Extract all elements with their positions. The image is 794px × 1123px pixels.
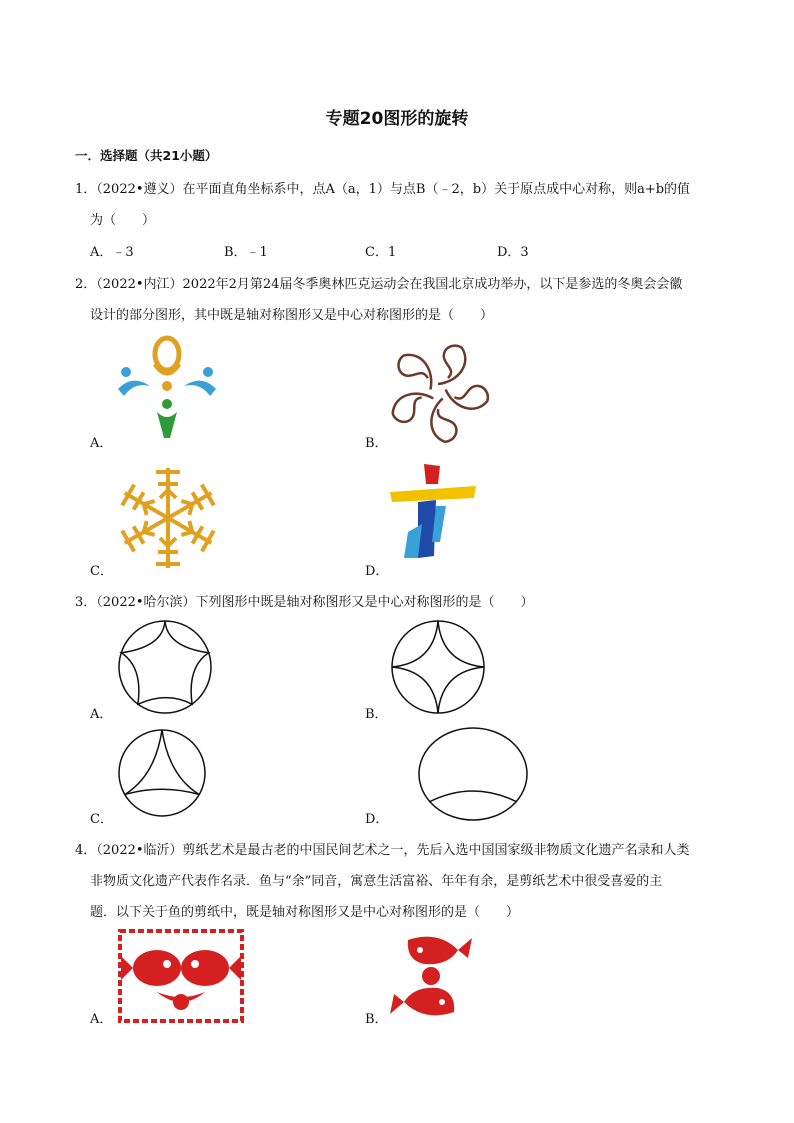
q2-line1: 2．（2022•内江）2022年2月第24届冬季奥林匹克运动会在我国北京成功举办，以下是参选的冬奥会会徽 <box>75 277 683 292</box>
q1-option-b[interactable]: B．﹣1 <box>224 245 268 260</box>
q1-line1: 1．（2022•遵义）在平面直角坐标系中，点A（a，1）与点B（﹣2，b）关于原点成中心对称，则a+b的值 <box>75 182 691 197</box>
q3-line1: 3．（2022•哈尔滨）下列图形中既是轴对称图形又是中心对称图形的是（ ） <box>75 595 534 610</box>
section-heading: 一．选择题（共21小题） <box>75 148 218 163</box>
q4-option-a[interactable]: A． <box>90 1012 113 1027</box>
q4-option-b[interactable]: B． <box>365 1012 388 1027</box>
q2-option-c[interactable]: C． <box>90 564 113 579</box>
q4-figure-b-papercut-fish <box>388 930 474 1022</box>
q2-figure-c-snowflake <box>112 462 224 574</box>
q2-figure-b-knot <box>386 340 490 444</box>
q3-figure-b-four-arcs <box>390 619 486 715</box>
q2-figure-d-flag <box>388 462 480 562</box>
q3-figure-c-three-arcs <box>117 728 207 818</box>
q3-option-c[interactable]: C． <box>90 812 113 827</box>
page-title: 专题20图形的旋转 <box>325 109 469 129</box>
q2-option-a[interactable]: A． <box>90 436 113 451</box>
q2-option-d[interactable]: D． <box>365 564 389 579</box>
q4-line2: 非物质文化遗产代表作名录．鱼与“余”同音，寓意生活富裕、年年有余，是剪纸艺术中很受喜爱的主 <box>90 874 663 889</box>
q3-figure-a-pentagram-arcs <box>117 619 213 715</box>
q3-option-a[interactable]: A． <box>90 707 113 722</box>
q4-line3: 题．以下关于鱼的剪纸中，既是轴对称图形又是中心对称图形的是（ ） <box>90 905 520 920</box>
q2-option-b[interactable]: B． <box>365 436 388 451</box>
q4-line1: 4．（2022•临沂）剪纸艺术是最古老的中国民间艺术之一，先后入选中国国家级非物质文化遗产名录和人类 <box>75 843 690 858</box>
q3-figure-d-single-arc <box>417 726 529 822</box>
q3-option-d[interactable]: D． <box>365 812 389 827</box>
q4-figure-a-papercut-fish <box>117 928 245 1024</box>
q3-option-b[interactable]: B． <box>365 707 388 722</box>
q1-option-c[interactable]: C．1 <box>365 245 397 260</box>
q2-figure-a-emblem <box>112 334 222 440</box>
q1-option-a[interactable]: A．﹣3 <box>90 245 134 260</box>
q1-option-d[interactable]: D．3 <box>497 245 529 260</box>
q1-line2: 为（ ） <box>90 213 156 228</box>
q2-line2: 设计的部分图形，其中既是轴对称图形又是中心对称图形的是（ ） <box>90 308 494 323</box>
